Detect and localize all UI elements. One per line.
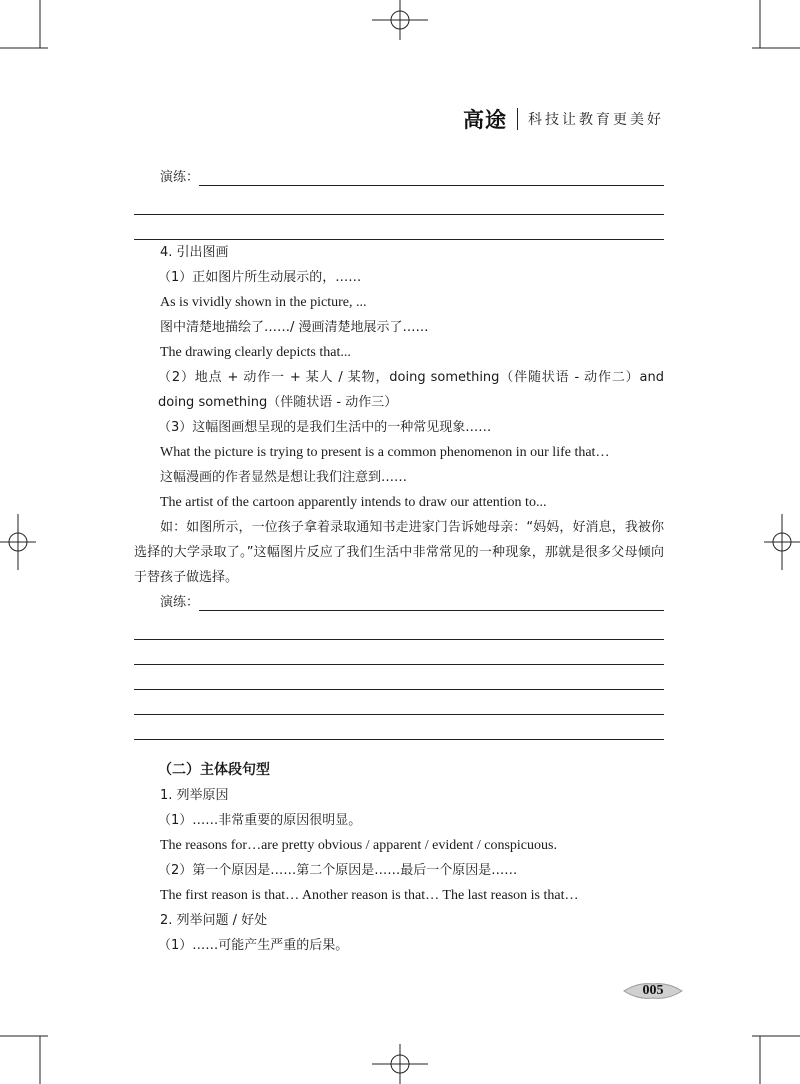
page-number-text: 005 bbox=[642, 983, 664, 998]
pattern-cn: （1）正如图片所生动展示的，…… bbox=[158, 270, 362, 285]
pattern-cn: （3）这幅图画想呈现的是我们生活中的一种常见现象…… bbox=[158, 420, 492, 435]
section-heading: （二）主体段句型 bbox=[158, 762, 270, 778]
header-slogan: 科技让教育更美好 bbox=[528, 112, 664, 128]
item-title: 4. 引出图画 bbox=[160, 245, 229, 260]
drill-label: 演练： bbox=[160, 595, 200, 610]
page-content bbox=[134, 165, 664, 958]
pattern-cn: （1）……可能产生严重的后果。 bbox=[158, 938, 349, 953]
drill-label: 演练： bbox=[160, 170, 200, 185]
pattern-en: The artist of the cartoon apparently intends to draw our attention to... bbox=[160, 495, 547, 510]
pattern-en: The first reason is that… Another reason is that… The last reason is that… bbox=[160, 888, 579, 903]
answer-rule bbox=[134, 640, 664, 665]
answer-rule bbox=[134, 215, 664, 240]
answer-rule bbox=[134, 615, 664, 640]
drill-line bbox=[134, 165, 664, 190]
pattern-cn: （2）第一个原因是……第二个原因是……最后一个原因是…… bbox=[158, 863, 518, 878]
pattern-mixed: （2）地点 + 动作一 + 某人 / 某物，doing something（伴随状语 - 动作二）and doing something（伴随状语 - 动作三） bbox=[158, 370, 664, 410]
brand-logo: 高途 bbox=[463, 108, 507, 132]
page-number bbox=[622, 980, 684, 1002]
pattern-cn: （1）……非常重要的原因很明显。 bbox=[158, 813, 362, 828]
pattern-en: As is vividly shown in the picture, ... bbox=[160, 295, 367, 310]
drill-line bbox=[134, 590, 664, 615]
pattern-en: What the picture is trying to present is a common phenomenon in our life that… bbox=[160, 445, 610, 460]
answer-rule bbox=[199, 185, 664, 186]
page-header bbox=[463, 104, 664, 134]
answer-rule bbox=[134, 715, 664, 740]
answer-rule bbox=[134, 190, 664, 215]
header-divider bbox=[517, 108, 518, 130]
pattern-cn: 图中清楚地描绘了……/ 漫画清楚地展示了…… bbox=[160, 320, 429, 335]
pattern-en: The drawing clearly depicts that... bbox=[160, 345, 351, 360]
answer-rule bbox=[199, 610, 664, 611]
pattern-cn: 这幅漫画的作者显然是想让我们注意到…… bbox=[160, 470, 408, 485]
pattern-en: The reasons for…are pretty obvious / apparent / evident / conspicuous. bbox=[160, 838, 557, 853]
answer-rule bbox=[134, 665, 664, 690]
answer-rule bbox=[134, 690, 664, 715]
item-title: 2. 列举问题 / 好处 bbox=[160, 913, 268, 928]
item-title: 1. 列举原因 bbox=[160, 788, 229, 803]
example-paragraph: 如：如图所示，一位孩子拿着录取通知书走进家门告诉她母亲：“妈妈，好消息，我被你选择的大学录取了。”这幅图片反应了我们生活中非常常见的一种现象，那就是很多父母倾向于替孩子做选择。 bbox=[134, 520, 664, 585]
